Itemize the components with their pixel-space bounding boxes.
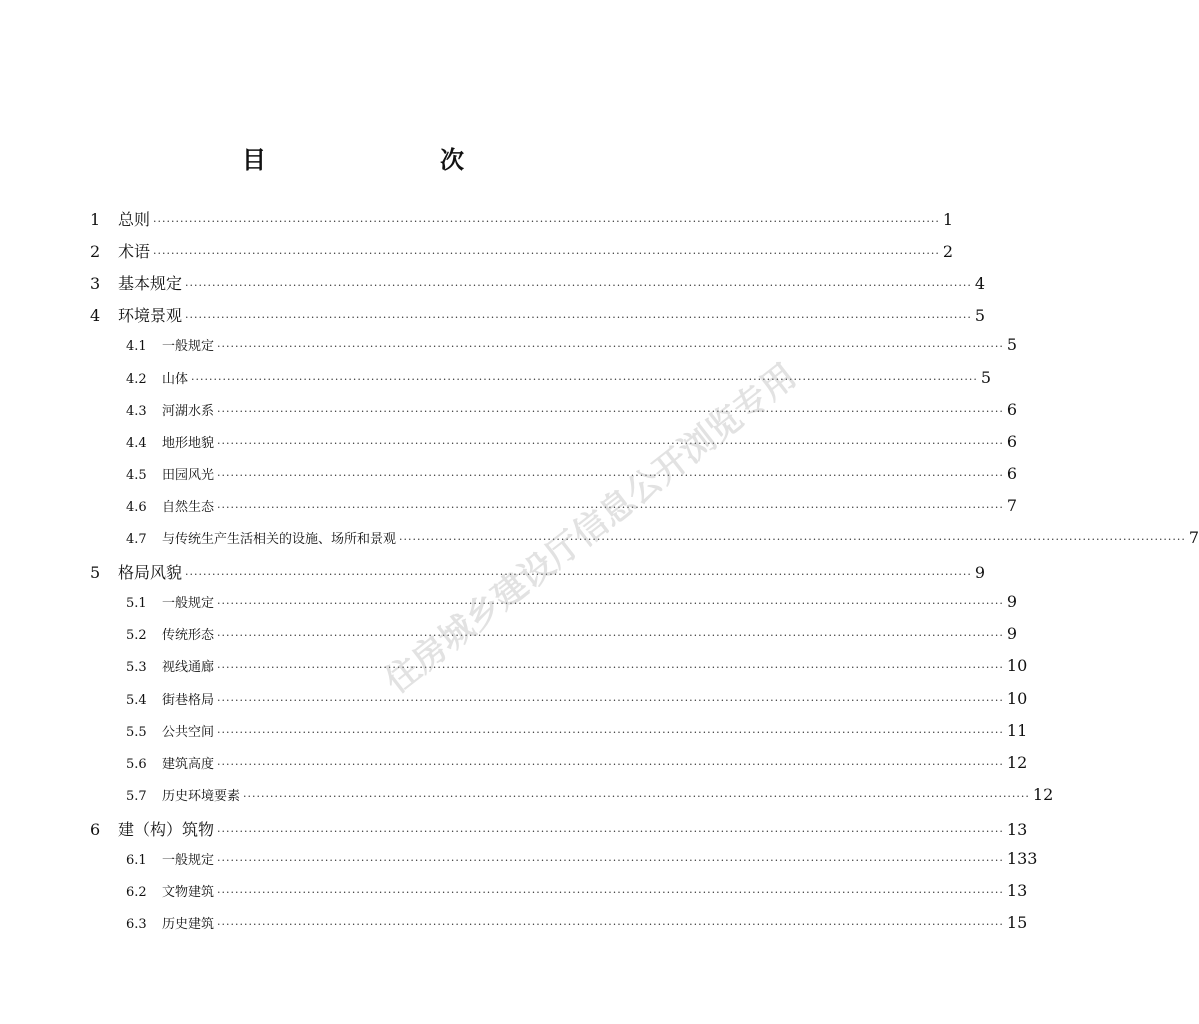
toc-entry[interactable] xyxy=(126,335,1018,363)
toc-entry-number: 5.2 xyxy=(126,628,147,644)
dot-leader xyxy=(217,918,1004,931)
toc-entry-label: 自然生态 xyxy=(162,499,215,515)
dot-leader xyxy=(217,405,1004,418)
toc-entry-number: 6.3 xyxy=(126,917,147,933)
dot-leader xyxy=(217,629,1004,642)
toc-entry-number: 5 xyxy=(90,563,101,583)
toc-entry-label: 格局风貌 xyxy=(118,563,183,583)
toc-entry[interactable] xyxy=(126,849,1038,877)
toc-entry-page: 5 xyxy=(974,306,986,326)
toc-entry-label: 河湖水系 xyxy=(162,403,215,419)
toc-entry[interactable] xyxy=(126,913,1028,941)
toc-entry-label: 总则 xyxy=(118,210,151,229)
toc-entry[interactable] xyxy=(90,271,986,299)
toc-entry-number: 4.5 xyxy=(126,467,147,483)
toc-entry-page: 11 xyxy=(1006,720,1028,740)
toc-entry-label: 视线通廊 xyxy=(162,660,215,676)
toc-entry-page: 9 xyxy=(974,563,986,583)
dot-leader xyxy=(399,533,1186,546)
toc-entry-page: 6 xyxy=(1006,463,1018,483)
toc-entry[interactable] xyxy=(90,239,954,267)
toc-entry-label: 环境景观 xyxy=(118,306,183,326)
toc-entry-number: 4.2 xyxy=(126,371,147,387)
toc-entry-number: 5.6 xyxy=(126,756,147,772)
dot-leader xyxy=(217,854,1004,867)
dot-leader xyxy=(217,597,1004,610)
toc-entry-page: 12 xyxy=(1032,784,1054,804)
toc-entry-number: 4.6 xyxy=(126,499,147,515)
toc-entry-page: 15 xyxy=(1006,913,1028,933)
toc-entry-label: 传统形态 xyxy=(162,628,215,644)
dot-leader xyxy=(217,886,1004,899)
toc-entry-number: 5.3 xyxy=(126,660,147,676)
toc-entry-label: 公共空间 xyxy=(162,724,215,740)
toc-entry-page: 13 xyxy=(1006,819,1028,839)
toc-entry[interactable] xyxy=(126,592,1018,620)
watermark: 住房城乡建设厅信息公开浏览专用 xyxy=(377,355,805,702)
dot-leader xyxy=(217,726,1004,739)
toc-entry-label: 基本规定 xyxy=(118,274,183,294)
toc-entry-page: 1 xyxy=(942,210,954,229)
toc-entry-number: 5.5 xyxy=(126,724,147,740)
dot-leader xyxy=(153,215,940,228)
toc-entry[interactable] xyxy=(126,367,992,396)
dot-leader xyxy=(217,758,1004,771)
toc-entry[interactable] xyxy=(126,688,1028,717)
toc-entry[interactable] xyxy=(126,656,1028,684)
dot-leader xyxy=(217,661,1004,674)
toc-entry-label: 历史环境要素 xyxy=(162,788,241,804)
dot-leader xyxy=(217,437,1004,450)
toc-entry-number: 4.1 xyxy=(126,339,147,355)
toc-entry-number: 4.3 xyxy=(126,403,147,419)
toc-entry-label: 一般规定 xyxy=(162,596,215,612)
toc-entry-label: 田园风光 xyxy=(162,467,215,483)
toc-entry-page: 5 xyxy=(1006,335,1018,355)
toc-entry-page: 7 xyxy=(1006,495,1018,515)
toc-entry[interactable] xyxy=(126,752,1028,781)
dot-leader xyxy=(217,469,1004,482)
toc-entry-number: 6 xyxy=(90,819,101,839)
toc-entry-page: 9 xyxy=(1006,624,1018,644)
toc-entry-number: 6.1 xyxy=(126,853,147,868)
toc-entry[interactable] xyxy=(90,560,986,588)
toc-entry-label: 街巷格局 xyxy=(162,692,215,708)
toc-entry-number: 1 xyxy=(90,210,101,229)
toc-entry[interactable] xyxy=(90,207,954,235)
toc-entry-page: 4 xyxy=(974,274,986,294)
toc-entry-page: 10 xyxy=(1006,688,1028,708)
toc-entry[interactable] xyxy=(126,720,1028,749)
toc-entry-page: 6 xyxy=(1006,399,1018,419)
toc-entry-number: 5.4 xyxy=(126,692,147,708)
toc-entry-page: 13 xyxy=(1006,881,1028,901)
dot-leader xyxy=(185,279,972,292)
dot-leader xyxy=(217,501,1004,514)
toc-entry[interactable] xyxy=(126,528,1199,556)
toc-entry-page: 133 xyxy=(1006,849,1038,868)
dot-leader xyxy=(185,568,972,581)
dot-leader xyxy=(243,790,1030,803)
toc-entry[interactable] xyxy=(90,817,1028,845)
toc-entry-page: 5 xyxy=(980,367,992,387)
toc-entry[interactable] xyxy=(90,303,986,331)
toc-entry-number: 6.2 xyxy=(126,885,147,901)
toc-entry-label: 建筑高度 xyxy=(162,756,215,772)
toc-entry-number: 4.4 xyxy=(126,435,147,451)
toc-entry-label: 一般规定 xyxy=(162,853,215,868)
toc-entry-label: 地形地貌 xyxy=(162,435,215,451)
dot-leader xyxy=(217,340,1004,353)
dot-leader xyxy=(217,825,1004,838)
toc-entry-number: 2 xyxy=(90,242,101,262)
dot-leader xyxy=(153,247,940,260)
toc-entry-page: 6 xyxy=(1006,431,1018,451)
toc-entry-label: 一般规定 xyxy=(162,339,215,355)
toc-entry-label: 历史建筑 xyxy=(162,917,215,933)
toc-entry[interactable] xyxy=(126,495,1018,524)
toc-entry-number: 4 xyxy=(90,306,101,326)
toc-entry-page: 10 xyxy=(1006,656,1028,676)
toc-entry[interactable] xyxy=(126,399,1018,428)
toc-entry-label: 建（构）筑物 xyxy=(118,819,215,839)
dot-leader xyxy=(217,694,1004,707)
toc-entry-label: 山体 xyxy=(162,371,189,387)
page-title: 目 次 xyxy=(242,145,506,174)
toc-entry-label: 术语 xyxy=(118,242,151,262)
toc-entry-page: 7 xyxy=(1188,528,1199,547)
toc-entry-label: 文物建筑 xyxy=(162,885,215,901)
dot-leader xyxy=(185,311,972,324)
toc-entry-page: 2 xyxy=(942,242,954,262)
toc-entry[interactable] xyxy=(126,431,1018,460)
toc-entry-label: 与传统生产生活相关的设施、场所和景观 xyxy=(162,532,397,547)
toc-entry[interactable] xyxy=(126,463,1018,492)
toc-entry-number: 5.1 xyxy=(126,596,147,612)
toc-entry-number: 3 xyxy=(90,274,101,294)
toc-entry[interactable] xyxy=(126,624,1018,652)
toc-entry-number: 5.7 xyxy=(126,788,147,804)
toc-entry-page: 12 xyxy=(1006,752,1028,772)
toc-entry-number: 4.7 xyxy=(126,532,147,547)
toc-entry[interactable] xyxy=(126,881,1028,909)
dot-leader xyxy=(191,373,978,386)
toc-entry-page: 9 xyxy=(1006,592,1018,612)
toc-entry[interactable] xyxy=(126,784,1054,813)
